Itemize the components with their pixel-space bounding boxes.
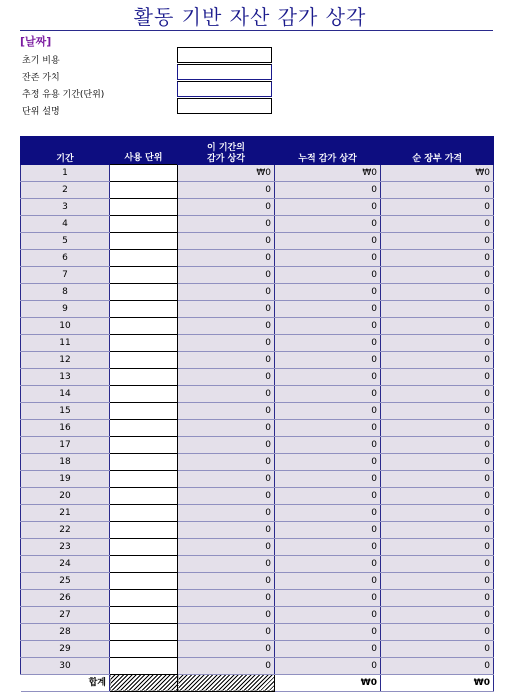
accumulated-depreciation-cell: 0 [275,470,381,487]
net-book-value-cell: 0 [381,538,494,555]
period-cell: 29 [21,640,110,657]
table-row [21,640,494,657]
period-cell: 17 [21,436,110,453]
accumulated-depreciation-cell: 0 [275,538,381,555]
initial-cost-input[interactable] [177,47,272,63]
net-book-value-cell: 0 [381,589,494,606]
units-input[interactable] [110,215,178,232]
period-cell: 9 [21,300,110,317]
units-input[interactable] [110,198,178,215]
salvage-value-label: 잔존 가치 [22,73,60,83]
units-input[interactable] [110,181,178,198]
units-input[interactable] [110,249,178,266]
period-depreciation-cell: 0 [178,504,275,521]
table-row [21,589,494,606]
period-depreciation-cell: 0 [178,453,275,470]
net-book-value-cell: 0 [381,470,494,487]
unit-description-input[interactable] [177,98,272,114]
net-book-value-cell: 0 [381,623,494,640]
net-book-value-cell: 0 [381,504,494,521]
period-cell: 4 [21,215,110,232]
accumulated-depreciation-cell: 0 [275,436,381,453]
accumulated-depreciation-cell: 0 [275,555,381,572]
period-depreciation-cell: ₩0 [178,165,275,182]
table-row [21,249,494,266]
net-book-value-cell: 0 [381,368,494,385]
period-cell: 18 [21,453,110,470]
period-depreciation-cell: 0 [178,198,275,215]
accumulated-depreciation-cell: 0 [275,181,381,198]
units-input[interactable] [110,487,178,504]
table-row [21,317,494,334]
accumulated-depreciation-cell: ₩0 [275,165,381,182]
net-book-value-cell: 0 [381,640,494,657]
table-row [21,165,494,182]
net-book-value-cell: 0 [381,300,494,317]
units-input[interactable] [110,351,178,368]
table-row [21,657,494,674]
accumulated-depreciation-cell: 0 [275,419,381,436]
period-depreciation-cell: 0 [178,538,275,555]
header-row [21,136,494,165]
period-cell: 24 [21,555,110,572]
table-row [21,521,494,538]
units-input[interactable] [110,470,178,487]
period-cell: 21 [21,504,110,521]
period-cell: 2 [21,181,110,198]
period-cell: 10 [21,317,110,334]
net-book-value-cell: 0 [381,555,494,572]
units-input[interactable] [110,283,178,300]
accumulated-depreciation-cell: 0 [275,232,381,249]
table-row [21,266,494,283]
net-book-value-cell: 0 [381,606,494,623]
period-depreciation-cell: 0 [178,317,275,334]
units-input[interactable] [110,334,178,351]
net-book-value-cell: 0 [381,181,494,198]
net-book-value-cell: 0 [381,521,494,538]
net-book-value-cell: 0 [381,572,494,589]
accumulated-depreciation-cell: 0 [275,249,381,266]
net-book-value-cell: 0 [381,402,494,419]
period-cell: 27 [21,606,110,623]
period-cell: 5 [21,232,110,249]
period-cell: 8 [21,283,110,300]
table-row [21,419,494,436]
period-depreciation-cell: 0 [178,181,275,198]
table-row [21,232,494,249]
period-depreciation-cell: 0 [178,249,275,266]
units-input[interactable] [110,538,178,555]
header-dep-line1: 이 기간의 [207,142,245,153]
units-input[interactable] [110,402,178,419]
period-depreciation-cell: 0 [178,232,275,249]
units-input[interactable] [110,436,178,453]
table-row [21,402,494,419]
net-book-value-cell: 0 [381,317,494,334]
table-row [21,351,494,368]
table-row [21,555,494,572]
accumulated-depreciation-cell: 0 [275,300,381,317]
net-book-value-cell: 0 [381,198,494,215]
table-row [21,198,494,215]
total-accumulated-value: ₩0 [275,674,381,691]
period-depreciation-cell: 0 [178,385,275,402]
header-accumulated-depreciation: 누적 감가 상각 [275,136,381,165]
table-row [21,436,494,453]
units-input[interactable] [110,165,178,182]
unit-description-label: 단위 설명 [22,107,60,117]
table-row [21,300,494,317]
accumulated-depreciation-cell: 0 [275,453,381,470]
period-depreciation-cell: 0 [178,657,275,674]
header-units: 사용 단위 [110,136,178,165]
accumulated-depreciation-cell: 0 [275,334,381,351]
units-input[interactable] [110,589,178,606]
net-book-value-cell: 0 [381,453,494,470]
accumulated-depreciation-cell: 0 [275,351,381,368]
period-depreciation-cell: 0 [178,623,275,640]
total-row [21,674,494,691]
net-book-value-cell: 0 [381,266,494,283]
net-book-value-cell: 0 [381,657,494,674]
net-book-value-cell: 0 [381,419,494,436]
net-book-value-cell: ₩0 [381,165,494,182]
accumulated-depreciation-cell: 0 [275,572,381,589]
period-cell: 15 [21,402,110,419]
period-cell: 7 [21,266,110,283]
period-cell: 12 [21,351,110,368]
period-cell: 26 [21,589,110,606]
period-depreciation-cell: 0 [178,215,275,232]
net-book-value-cell: 0 [381,351,494,368]
period-depreciation-cell: 0 [178,402,275,419]
period-depreciation-cell: 0 [178,521,275,538]
period-depreciation-cell: 0 [178,351,275,368]
accumulated-depreciation-cell: 0 [275,521,381,538]
period-depreciation-cell: 0 [178,419,275,436]
period-cell: 3 [21,198,110,215]
accumulated-depreciation-cell: 0 [275,606,381,623]
table-row [21,623,494,640]
period-cell: 1 [21,165,110,182]
accumulated-depreciation-cell: 0 [275,198,381,215]
accumulated-depreciation-cell: 0 [275,640,381,657]
period-depreciation-cell: 0 [178,300,275,317]
units-input[interactable] [110,419,178,436]
table-row [21,385,494,402]
period-cell: 25 [21,572,110,589]
header-net-book-value: 순 장부 가격 [381,136,494,165]
units-input[interactable] [110,657,178,674]
total-label: 합계 [21,674,110,691]
units-input[interactable] [110,266,178,283]
date-label[interactable]: [날짜] [20,35,52,48]
units-input[interactable] [110,623,178,640]
period-cell: 30 [21,657,110,674]
period-depreciation-cell: 0 [178,606,275,623]
useful-life-input[interactable] [177,81,272,97]
table-row [21,283,494,300]
table-row [21,453,494,470]
accumulated-depreciation-cell: 0 [275,266,381,283]
units-input[interactable] [110,606,178,623]
units-input[interactable] [110,640,178,657]
accumulated-depreciation-cell: 0 [275,317,381,334]
table-row [21,606,494,623]
table-row [21,504,494,521]
net-book-value-cell: 0 [381,436,494,453]
units-input[interactable] [110,232,178,249]
table-row [21,368,494,385]
period-depreciation-cell: 0 [178,555,275,572]
table-row [21,215,494,232]
units-input[interactable] [110,521,178,538]
useful-life-label: 추정 유용 기간(단위) [22,90,105,100]
table-row [21,334,494,351]
accumulated-depreciation-cell: 0 [275,487,381,504]
period-cell: 22 [21,521,110,538]
period-depreciation-cell: 0 [178,470,275,487]
depreciation-table [20,136,494,692]
table-row [21,181,494,198]
table-row [21,572,494,589]
units-input[interactable] [110,300,178,317]
period-cell: 20 [21,487,110,504]
net-book-value-cell: 0 [381,385,494,402]
initial-cost-label: 초기 비용 [22,56,60,66]
accumulated-depreciation-cell: 0 [275,589,381,606]
period-cell: 14 [21,385,110,402]
period-depreciation-cell: 0 [178,572,275,589]
accumulated-depreciation-cell: 0 [275,368,381,385]
net-book-value-cell: 0 [381,334,494,351]
accumulated-depreciation-cell: 0 [275,402,381,419]
net-book-value-cell: 0 [381,249,494,266]
period-depreciation-cell: 0 [178,283,275,300]
total-dep-hatched [178,674,275,691]
period-cell: 23 [21,538,110,555]
period-cell: 19 [21,470,110,487]
table-row [21,487,494,504]
accumulated-depreciation-cell: 0 [275,623,381,640]
accumulated-depreciation-cell: 0 [275,283,381,300]
units-input[interactable] [110,368,178,385]
units-input[interactable] [110,572,178,589]
accumulated-depreciation-cell: 0 [275,215,381,232]
period-depreciation-cell: 0 [178,436,275,453]
units-input[interactable] [110,504,178,521]
period-cell: 16 [21,419,110,436]
period-cell: 13 [21,368,110,385]
period-depreciation-cell: 0 [178,487,275,504]
period-cell: 11 [21,334,110,351]
table-row [21,470,494,487]
net-book-value-cell: 0 [381,232,494,249]
units-input[interactable] [110,317,178,334]
net-book-value-cell: 0 [381,215,494,232]
period-depreciation-cell: 0 [178,368,275,385]
total-units-hatched [110,674,178,691]
period-depreciation-cell: 0 [178,334,275,351]
period-depreciation-cell: 0 [178,266,275,283]
accumulated-depreciation-cell: 0 [275,385,381,402]
units-input[interactable] [110,555,178,572]
period-cell: 28 [21,623,110,640]
header-dep-line2: 감가 상각 [207,153,245,164]
header-period: 기간 [21,136,110,165]
period-depreciation-cell: 0 [178,640,275,657]
units-input[interactable] [110,385,178,402]
net-book-value-cell: 0 [381,487,494,504]
title-divider [20,30,493,31]
accumulated-depreciation-cell: 0 [275,504,381,521]
net-book-value-cell: 0 [381,283,494,300]
accumulated-depreciation-cell: 0 [275,657,381,674]
period-cell: 6 [21,249,110,266]
table-row [21,538,494,555]
header-period-depreciation [178,136,275,165]
salvage-value-input[interactable] [177,64,272,80]
page-title: 활동 기반 자산 감가 상각 [133,5,367,29]
units-input[interactable] [110,453,178,470]
total-book-value: ₩0 [381,674,494,691]
period-depreciation-cell: 0 [178,589,275,606]
